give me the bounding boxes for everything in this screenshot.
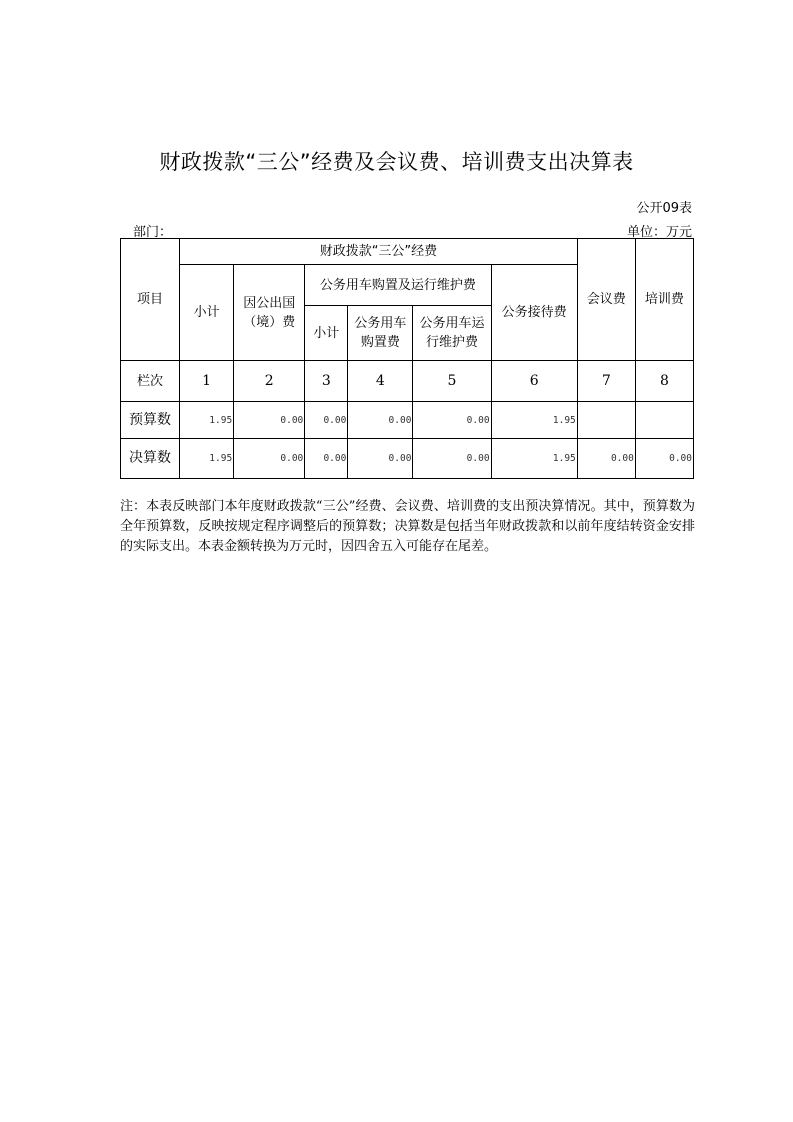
column-number: 6 (491, 361, 577, 402)
row-label-final: 决算数 (121, 439, 180, 479)
budget-cell: 0.00 (305, 402, 348, 439)
final-cell: 0.00 (234, 439, 305, 479)
budget-cell (577, 402, 635, 439)
final-cell: 0.00 (635, 439, 693, 479)
header-training: 培训费 (635, 239, 693, 361)
table-row-final (121, 439, 694, 479)
header-vehicle-purchase: 公务用车购置费 (348, 306, 413, 361)
table-row-budget (121, 402, 694, 439)
header-reception: 公务接待费 (491, 265, 577, 361)
final-cell: 0.00 (577, 439, 635, 479)
final-cell: 0.00 (348, 439, 413, 479)
final-cell: 0.00 (305, 439, 348, 479)
header-subtotal: 小计 (180, 265, 234, 361)
header-meeting: 会议费 (577, 239, 635, 361)
header-vehicle-group: 公务用车购置及运行维护费 (305, 265, 491, 306)
column-number: 2 (234, 361, 305, 402)
column-number: 7 (577, 361, 635, 402)
row-label-budget: 预算数 (121, 402, 180, 439)
final-cell: 1.95 (180, 439, 234, 479)
header-item: 项目 (121, 239, 180, 361)
budget-cell: 0.00 (348, 402, 413, 439)
column-number: 4 (348, 361, 413, 402)
column-row-label: 栏次 (121, 361, 180, 402)
budget-cell: 1.95 (491, 402, 577, 439)
column-number: 5 (413, 361, 491, 402)
budget-cell: 0.00 (234, 402, 305, 439)
column-number: 1 (180, 361, 234, 402)
final-cell: 1.95 (491, 439, 577, 479)
footnote: 注：本表反映部门本年度财政拨款“三公”经费、会议费、培训费的支出预决算情况。其中，预算数为全年预算数，反映按规定程序调整后的预算数；决算数是包括当年财政拨款和以前年度结转资金安排的实际支出。本表金额转换为万元时，因四舍五入可能存在尾差。 (120, 499, 695, 554)
budget-cell: 1.95 (180, 402, 234, 439)
column-number: 3 (305, 361, 348, 402)
unit-label: 单位：万元 (626, 225, 692, 240)
page-title: 财政拨款“三公”经费及会议费、培训费支出决算表 (159, 150, 634, 174)
expenditure-table (120, 238, 694, 479)
budget-cell: 0.00 (413, 402, 491, 439)
final-cell: 0.00 (413, 439, 491, 479)
budget-cell (635, 402, 693, 439)
column-number: 8 (635, 361, 693, 402)
form-code: 公开09表 (636, 201, 692, 216)
header-vehicle-operation: 公务用车运行维护费 (413, 306, 491, 361)
header-three-public-group: 财政拨款“三公”经费 (180, 239, 578, 265)
header-overseas: 因公出国（境）费 (234, 265, 305, 361)
department-label: 部门： (133, 225, 173, 240)
header-vehicle-subtotal: 小计 (305, 306, 348, 361)
